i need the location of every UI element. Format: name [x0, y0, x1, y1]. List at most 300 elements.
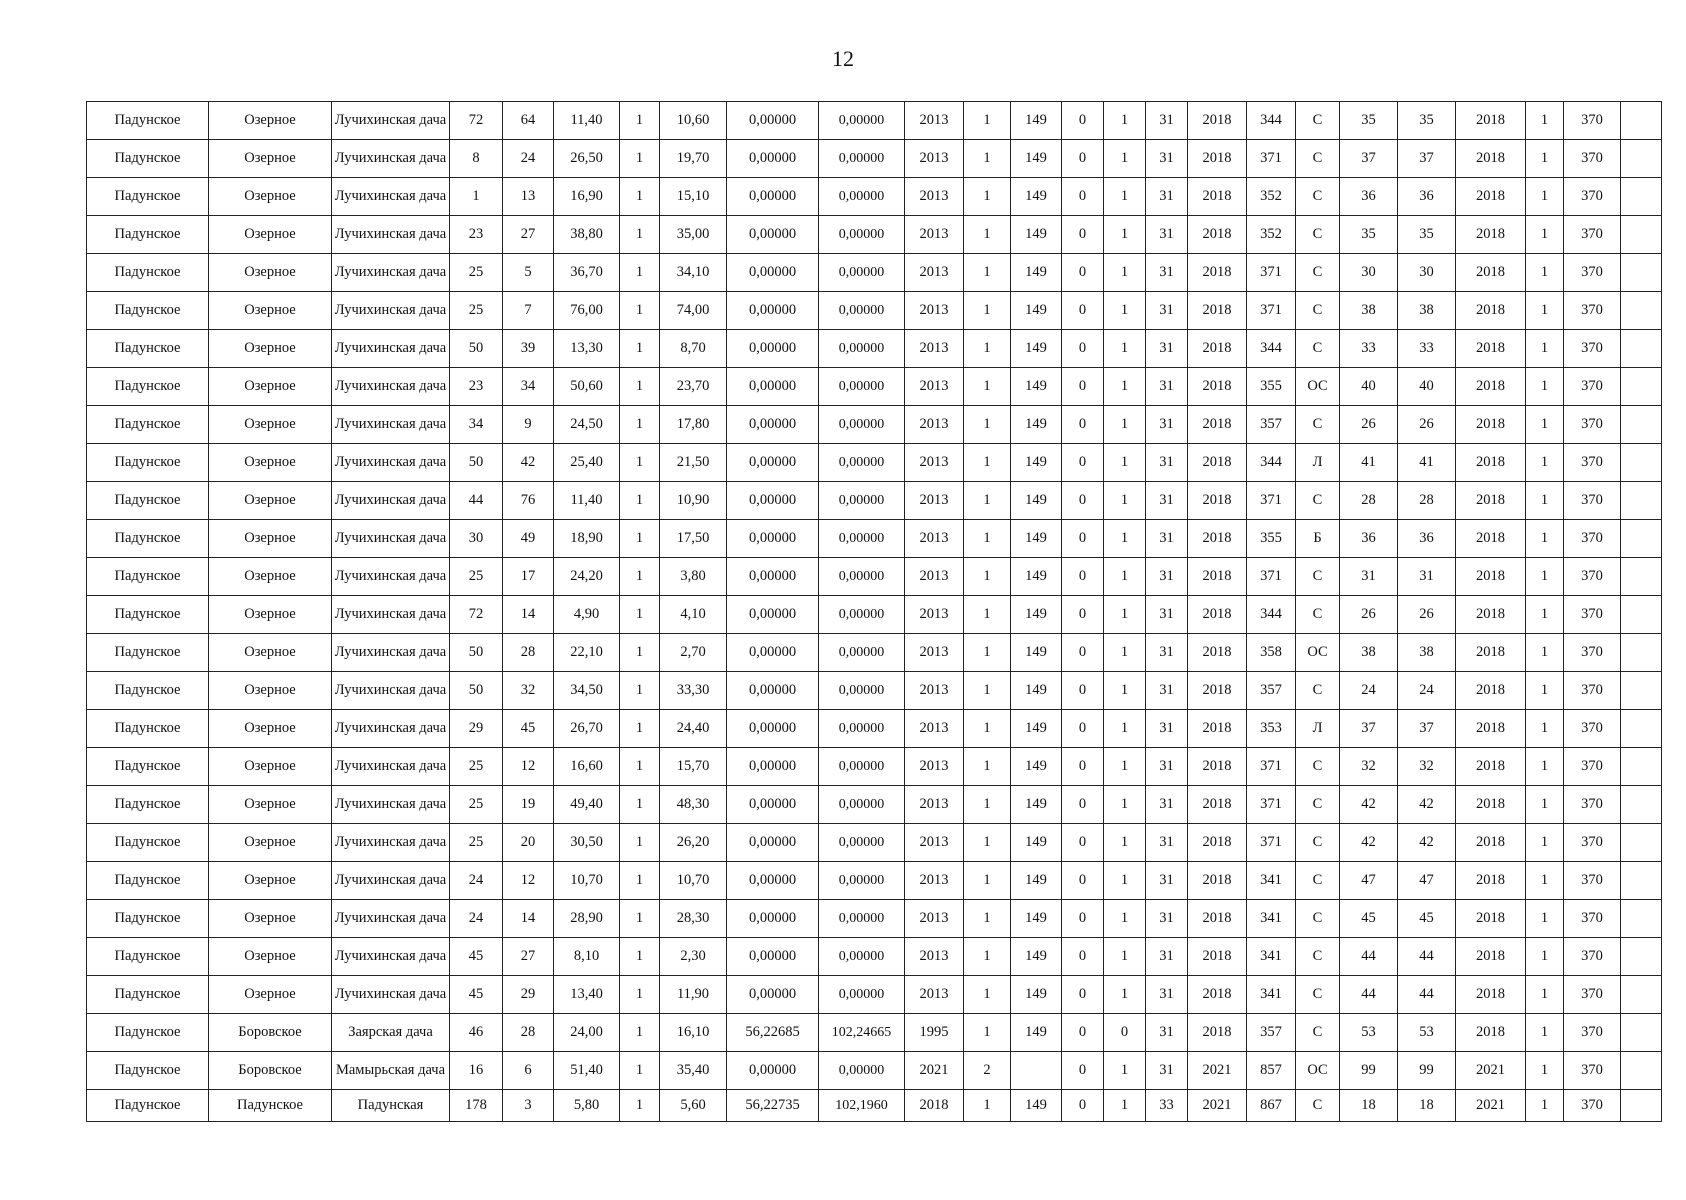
table-cell: 23: [450, 368, 503, 406]
table-cell: 10,90: [660, 482, 727, 520]
table-cell: 31: [1146, 1014, 1188, 1052]
table-cell: 0: [1062, 254, 1104, 292]
table-cell: Лучихинская дача: [332, 748, 450, 786]
table-cell: 0: [1062, 140, 1104, 178]
table-row: [87, 102, 1662, 140]
table-cell: 23: [450, 216, 503, 254]
table-cell: 0: [1062, 824, 1104, 862]
table-cell: 1: [1526, 1014, 1564, 1052]
table-cell: 0,00000: [819, 786, 905, 824]
table-cell: 76,00: [554, 292, 620, 330]
table-cell: 0,00000: [727, 292, 819, 330]
table-cell: 30: [1340, 254, 1398, 292]
table-cell: 1: [620, 140, 660, 178]
table-cell: 370: [1564, 900, 1621, 938]
table-cell: 2018: [1188, 558, 1247, 596]
table-cell: Л: [1296, 444, 1340, 482]
table-cell: 178: [450, 1090, 503, 1122]
table-cell: 1: [1526, 368, 1564, 406]
table-cell: 2013: [905, 368, 964, 406]
table-cell: 13: [503, 178, 554, 216]
table-cell: 1: [1526, 596, 1564, 634]
table-cell: [1621, 254, 1662, 292]
table-cell: 0: [1062, 558, 1104, 596]
table-cell: 370: [1564, 216, 1621, 254]
table-cell: 371: [1247, 786, 1296, 824]
table-cell: 0: [1062, 900, 1104, 938]
table-cell: 2018: [1188, 710, 1247, 748]
table-cell: 2018: [1456, 634, 1526, 672]
table-cell: 1: [964, 140, 1011, 178]
table-cell: [1621, 672, 1662, 710]
table-cell: 2018: [1188, 178, 1247, 216]
table-cell: 2013: [905, 710, 964, 748]
table-cell: Озерное: [209, 368, 332, 406]
table-cell: Лучихинская дача: [332, 292, 450, 330]
table-cell: 370: [1564, 178, 1621, 216]
table-cell: 1: [1104, 976, 1146, 1014]
table-cell: Падунское: [209, 1090, 332, 1122]
table-cell: 37: [1398, 710, 1456, 748]
table-cell: 24: [503, 140, 554, 178]
table-cell: 0,00000: [819, 254, 905, 292]
table-cell: 1: [1526, 976, 1564, 1014]
table-cell: 25: [450, 786, 503, 824]
table-cell: 357: [1247, 406, 1296, 444]
table-cell: 24,20: [554, 558, 620, 596]
table-cell: 2018: [1188, 444, 1247, 482]
table-cell: 2013: [905, 634, 964, 672]
table-cell: 14: [503, 900, 554, 938]
table-cell: 2018: [1456, 254, 1526, 292]
table-cell: 0,00000: [727, 444, 819, 482]
table-cell: Лучихинская дача: [332, 634, 450, 672]
table-cell: 2018: [1188, 824, 1247, 862]
table-cell: 26: [1398, 406, 1456, 444]
table-cell: 0,00000: [819, 710, 905, 748]
table-cell: 34,10: [660, 254, 727, 292]
table-cell: 99: [1398, 1052, 1456, 1090]
table-cell: [1621, 900, 1662, 938]
table-row: [87, 710, 1662, 748]
table-cell: Озерное: [209, 824, 332, 862]
table-cell: 33: [1146, 1090, 1188, 1122]
table-cell: 0,00000: [819, 824, 905, 862]
table-cell: 32: [1340, 748, 1398, 786]
table-cell: 33: [1398, 330, 1456, 368]
table-cell: 76: [503, 482, 554, 520]
table-cell: 1: [964, 1090, 1011, 1122]
table-cell: 74,00: [660, 292, 727, 330]
table-cell: 1: [1104, 444, 1146, 482]
table-cell: 2: [964, 1052, 1011, 1090]
table-row: [87, 862, 1662, 900]
table-cell: 1: [964, 938, 1011, 976]
table-row: [87, 558, 1662, 596]
table-cell: Лучихинская дача: [332, 140, 450, 178]
table-cell: 44: [1340, 938, 1398, 976]
table-cell: 42: [1398, 824, 1456, 862]
table-cell: 149: [1011, 1014, 1062, 1052]
table-cell: 370: [1564, 938, 1621, 976]
table-cell: [1621, 710, 1662, 748]
table-cell: 2013: [905, 482, 964, 520]
table-cell: 0: [1062, 292, 1104, 330]
table-cell: 1: [1526, 140, 1564, 178]
table-cell: 36: [1398, 178, 1456, 216]
table-cell: 64: [503, 102, 554, 140]
table-cell: Б: [1296, 520, 1340, 558]
table-cell: 0,00000: [819, 596, 905, 634]
table-cell: 353: [1247, 710, 1296, 748]
table-cell: 149: [1011, 330, 1062, 368]
table-cell: 26: [1398, 596, 1456, 634]
table-row: [87, 596, 1662, 634]
table-cell: 31: [1146, 672, 1188, 710]
table-cell: Падунское: [87, 292, 209, 330]
table-cell: 149: [1011, 824, 1062, 862]
table-cell: 2013: [905, 558, 964, 596]
table-cell: 2013: [905, 786, 964, 824]
table-cell: 31: [1146, 976, 1188, 1014]
table-cell: 33: [1340, 330, 1398, 368]
table-cell: Падунское: [87, 748, 209, 786]
table-cell: 25: [450, 558, 503, 596]
table-cell: 2021: [1456, 1090, 1526, 1122]
table-row: [87, 976, 1662, 1014]
table-cell: 1: [620, 748, 660, 786]
table-cell: 149: [1011, 558, 1062, 596]
table-cell: 1: [964, 672, 1011, 710]
table-cell: 1: [1104, 672, 1146, 710]
table-cell: 49,40: [554, 786, 620, 824]
table-cell: 370: [1564, 482, 1621, 520]
table-cell: 1: [1104, 482, 1146, 520]
table-row: [87, 938, 1662, 976]
table-cell: С: [1296, 976, 1340, 1014]
table-cell: Падунское: [87, 406, 209, 444]
table-cell: 2013: [905, 140, 964, 178]
table-cell: 0,00000: [727, 406, 819, 444]
table-cell: 0,00000: [727, 824, 819, 862]
table-cell: 0,00000: [819, 558, 905, 596]
table-cell: 45: [450, 938, 503, 976]
table-cell: Падунское: [87, 672, 209, 710]
table-cell: Боровское: [209, 1014, 332, 1052]
table-cell: С: [1296, 178, 1340, 216]
table-cell: 0,00000: [819, 368, 905, 406]
table-cell: 0,00000: [727, 216, 819, 254]
table-cell: 47: [1398, 862, 1456, 900]
table-cell: 1: [964, 824, 1011, 862]
table-cell: 0,00000: [819, 862, 905, 900]
table-cell: 867: [1247, 1090, 1296, 1122]
table-cell: [1621, 1090, 1662, 1122]
table-cell: 25,40: [554, 444, 620, 482]
table-cell: 0,00000: [727, 748, 819, 786]
table-cell: 24: [1340, 672, 1398, 710]
table-cell: 149: [1011, 672, 1062, 710]
table-cell: 0: [1062, 634, 1104, 672]
table-cell: 149: [1011, 1090, 1062, 1122]
table-cell: 50: [450, 634, 503, 672]
table-cell: 1: [620, 178, 660, 216]
table-cell: 1: [1104, 140, 1146, 178]
table-cell: 1: [964, 368, 1011, 406]
table-cell: 1: [1104, 862, 1146, 900]
table-cell: 28: [1340, 482, 1398, 520]
table-cell: Озерное: [209, 406, 332, 444]
forest-inventory-table: [86, 101, 1662, 1122]
table-cell: 34: [503, 368, 554, 406]
table-cell: 28: [503, 1014, 554, 1052]
table-cell: 370: [1564, 102, 1621, 140]
table-cell: 1: [1104, 1090, 1146, 1122]
table-cell: 16,10: [660, 1014, 727, 1052]
table-cell: Падунское: [87, 862, 209, 900]
table-cell: [1621, 862, 1662, 900]
table-cell: 1: [1104, 406, 1146, 444]
table-cell: Озерное: [209, 748, 332, 786]
table-cell: 2021: [905, 1052, 964, 1090]
table-cell: 46: [450, 1014, 503, 1052]
table-cell: 0: [1062, 520, 1104, 558]
table-cell: 6: [503, 1052, 554, 1090]
table-cell: 1: [964, 102, 1011, 140]
table-cell: 19,70: [660, 140, 727, 178]
table-cell: 31: [1146, 748, 1188, 786]
table-cell: 1: [1104, 216, 1146, 254]
table-cell: 1: [620, 976, 660, 1014]
table-cell: 0: [1104, 1014, 1146, 1052]
table-cell: 0,00000: [819, 444, 905, 482]
table-cell: 23,70: [660, 368, 727, 406]
table-cell: 41: [1340, 444, 1398, 482]
table-cell: 370: [1564, 710, 1621, 748]
table-cell: 2018: [1456, 748, 1526, 786]
table-cell: 2018: [1188, 900, 1247, 938]
table-cell: 2018: [905, 1090, 964, 1122]
table-cell: 11,40: [554, 102, 620, 140]
table-cell: [1621, 786, 1662, 824]
table-cell: 1: [1104, 900, 1146, 938]
table-cell: [1621, 140, 1662, 178]
table-cell: 0,00000: [727, 634, 819, 672]
table-cell: 0,00000: [727, 368, 819, 406]
table-cell: 1: [964, 596, 1011, 634]
table-cell: 38: [1340, 634, 1398, 672]
table-cell: 2018: [1456, 482, 1526, 520]
table-row: [87, 254, 1662, 292]
table-cell: 1: [1526, 520, 1564, 558]
table-cell: 49: [503, 520, 554, 558]
table-cell: 2018: [1456, 444, 1526, 482]
table-cell: Падунское: [87, 786, 209, 824]
table-cell: 44: [450, 482, 503, 520]
table-cell: 28: [503, 634, 554, 672]
table-cell: Лучихинская дача: [332, 330, 450, 368]
table-cell: 344: [1247, 444, 1296, 482]
table-cell: Падунское: [87, 482, 209, 520]
table-cell: 25: [450, 292, 503, 330]
table-cell: 1: [964, 862, 1011, 900]
table-cell: 2013: [905, 178, 964, 216]
table-cell: 31: [1146, 216, 1188, 254]
table-cell: 1: [964, 900, 1011, 938]
table-cell: 2018: [1456, 558, 1526, 596]
table-cell: 31: [1146, 368, 1188, 406]
table-cell: 0,00000: [819, 406, 905, 444]
table-cell: 0,00000: [819, 102, 905, 140]
table-cell: 149: [1011, 786, 1062, 824]
table-cell: 36: [1340, 520, 1398, 558]
table-cell: Лучихинская дача: [332, 862, 450, 900]
table-cell: 1: [964, 710, 1011, 748]
table-cell: 370: [1564, 672, 1621, 710]
table-row: [87, 900, 1662, 938]
table-cell: 149: [1011, 596, 1062, 634]
table-cell: 56,22685: [727, 1014, 819, 1052]
table-cell: 0,00000: [819, 900, 905, 938]
table-cell: 10,70: [660, 862, 727, 900]
table-cell: 1: [964, 482, 1011, 520]
table-cell: 2013: [905, 406, 964, 444]
table-cell: 149: [1011, 634, 1062, 672]
table-cell: 0: [1062, 368, 1104, 406]
table-cell: 149: [1011, 140, 1062, 178]
table-cell: 5,60: [660, 1090, 727, 1122]
table-cell: 24,40: [660, 710, 727, 748]
table-cell: 2018: [1456, 596, 1526, 634]
table-cell: 149: [1011, 748, 1062, 786]
table-cell: 24,00: [554, 1014, 620, 1052]
table-cell: 1: [1526, 558, 1564, 596]
table-cell: Падунское: [87, 520, 209, 558]
table-cell: 0,00000: [727, 900, 819, 938]
table-cell: 50: [450, 672, 503, 710]
table-cell: 0,00000: [819, 178, 905, 216]
table-cell: 1: [620, 216, 660, 254]
table-cell: 149: [1011, 292, 1062, 330]
table-cell: 28,30: [660, 900, 727, 938]
table-cell: [1621, 1014, 1662, 1052]
table-cell: 0,00000: [819, 330, 905, 368]
table-cell: 344: [1247, 330, 1296, 368]
table-cell: 2018: [1188, 672, 1247, 710]
table-cell: 47: [1340, 862, 1398, 900]
table-cell: 371: [1247, 558, 1296, 596]
table-cell: 17,50: [660, 520, 727, 558]
table-cell: 10,60: [660, 102, 727, 140]
table-cell: 2018: [1188, 976, 1247, 1014]
table-cell: 1: [1526, 216, 1564, 254]
table-cell: 2018: [1188, 786, 1247, 824]
table-cell: 1: [620, 786, 660, 824]
table-cell: 102,1960: [819, 1090, 905, 1122]
table-cell: 1: [620, 824, 660, 862]
table-cell: [1621, 520, 1662, 558]
table-cell: Падунское: [87, 1052, 209, 1090]
table-row: [87, 406, 1662, 444]
table-cell: 370: [1564, 558, 1621, 596]
table-cell: 5,80: [554, 1090, 620, 1122]
table-cell: 29: [503, 976, 554, 1014]
table-cell: 370: [1564, 330, 1621, 368]
table-cell: 2018: [1188, 102, 1247, 140]
table-cell: 20: [503, 824, 554, 862]
table-cell: 39: [503, 330, 554, 368]
table-cell: 36: [1340, 178, 1398, 216]
table-cell: 344: [1247, 102, 1296, 140]
table-cell: Лучихинская дача: [332, 786, 450, 824]
table-cell: Лучихинская дача: [332, 178, 450, 216]
table-cell: 44: [1340, 976, 1398, 1014]
table-cell: 2018: [1456, 672, 1526, 710]
table-row: [87, 482, 1662, 520]
table-cell: Озерное: [209, 938, 332, 976]
table-cell: 1: [620, 1052, 660, 1090]
table-cell: 16,60: [554, 748, 620, 786]
table-cell: Лучихинская дача: [332, 710, 450, 748]
table-cell: 0: [1062, 216, 1104, 254]
table-cell: 352: [1247, 216, 1296, 254]
table-cell: [1621, 976, 1662, 1014]
table-cell: 2013: [905, 216, 964, 254]
table-cell: 31: [1146, 558, 1188, 596]
table-cell: 15,70: [660, 748, 727, 786]
table-cell: 16,90: [554, 178, 620, 216]
table-cell: Падунское: [87, 1090, 209, 1122]
table-cell: 24: [450, 900, 503, 938]
table-cell: Лучихинская дача: [332, 938, 450, 976]
table-cell: 370: [1564, 1052, 1621, 1090]
table-cell: 18: [1340, 1090, 1398, 1122]
table-cell: Падунское: [87, 976, 209, 1014]
table-cell: 371: [1247, 824, 1296, 862]
table-cell: 25: [450, 254, 503, 292]
table-cell: 2018: [1456, 102, 1526, 140]
table-cell: 149: [1011, 862, 1062, 900]
table-cell: 0,00000: [819, 292, 905, 330]
table-cell: 26: [1340, 596, 1398, 634]
table-cell: 0: [1062, 178, 1104, 216]
page-number: 12: [832, 46, 854, 71]
table-cell: 370: [1564, 824, 1621, 862]
table-cell: Озерное: [209, 482, 332, 520]
table-cell: 0,00000: [819, 938, 905, 976]
table-cell: 42: [503, 444, 554, 482]
table-cell: 31: [1146, 444, 1188, 482]
table-cell: С: [1296, 938, 1340, 976]
table-cell: 1: [620, 710, 660, 748]
table-cell: 370: [1564, 596, 1621, 634]
table-cell: 2018: [1188, 330, 1247, 368]
table-cell: 0,00000: [727, 330, 819, 368]
table-cell: 2013: [905, 976, 964, 1014]
table-cell: С: [1296, 330, 1340, 368]
table-cell: 17: [503, 558, 554, 596]
table-cell: 1: [620, 330, 660, 368]
table-cell: 27: [503, 216, 554, 254]
table-cell: Озерное: [209, 102, 332, 140]
table-cell: 11,40: [554, 482, 620, 520]
table-cell: 2013: [905, 824, 964, 862]
table-cell: Озерное: [209, 976, 332, 1014]
table-cell: 1: [620, 368, 660, 406]
table-cell: С: [1296, 558, 1340, 596]
table-cell: Заярская дача: [332, 1014, 450, 1052]
table-cell: 149: [1011, 216, 1062, 254]
